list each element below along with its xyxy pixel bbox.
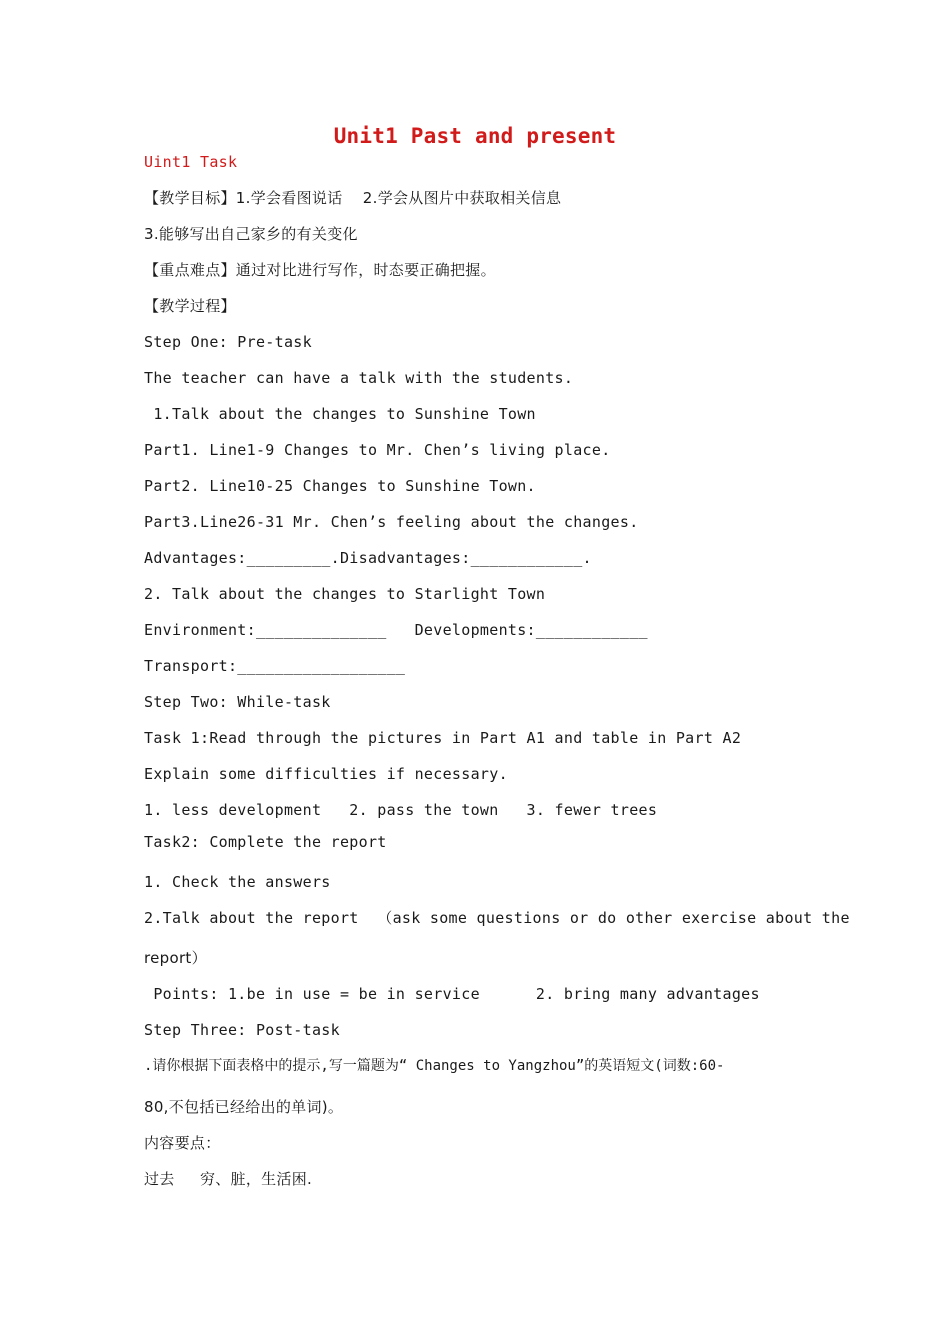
text-line: 1. Check the answers [144,873,331,891]
text-line: Advantages:_________.Disadvantages:____________. [144,549,592,567]
text-line: Explain some difficulties if necessary. [144,765,508,783]
text-line: 【教学目标】1.学会看图说话 2.学会从图片中获取相关信息 [144,189,562,207]
text-line: Task2: Complete the report [144,833,387,851]
text-line: 3.能够写出自己家乡的有关变化 [144,225,358,243]
document-subtitle: Uint1 Task [144,153,238,171]
text-line: Points: 1.be in use = be in service 2. bring many advantages [144,985,760,1003]
text-line: Step Two: While-task [144,693,331,711]
text-line: Step One: Pre-task [144,333,312,351]
text-line: 内容要点： [144,1134,221,1152]
text-line: 2. Talk about the changes to Starlight Town [144,585,546,603]
text-line: Part2. Line10-25 Changes to Sunshine Town. [144,477,536,495]
text-line: 【重点难点】通过对比进行写作，时态要正确把握。 [144,261,496,279]
document-title: Unit1 Past and present [333,124,617,148]
text-line: Task 1:Read through the pictures in Part A1 and table in Part A2 [144,729,742,747]
text-line: 2.Talk about the report （ask some questions or do other exercise about the [144,909,850,927]
text-line: Part3.Line26-31 Mr. Chen’s feeling about the changes. [144,513,639,531]
text-line: 【教学过程】 [144,297,236,315]
text-line: 80,不包括已经给出的单词)。 [144,1098,344,1116]
text-line: .请你根据下面表格中的提示,写一篇题为“ Changes to Yangzhou”的英语短文(词数:60- [144,1058,725,1074]
text-line: report） [144,949,207,967]
text-line: Part1. Line1-9 Changes to Mr. Chen’s living place. [144,441,611,459]
text-line: Environment:______________ Developments:____________ [144,621,648,639]
text-line: 过去 穷、脏，生活困. [144,1170,313,1188]
text-line: Transport:__________________ [144,657,406,675]
text-line: The teacher can have a talk with the students. [144,369,574,387]
text-line: Step Three: Post-task [144,1021,340,1039]
text-line: 1.Talk about the changes to Sunshine Town [144,405,536,423]
text-line: 1. less development 2. pass the town 3. fewer trees [144,801,658,819]
